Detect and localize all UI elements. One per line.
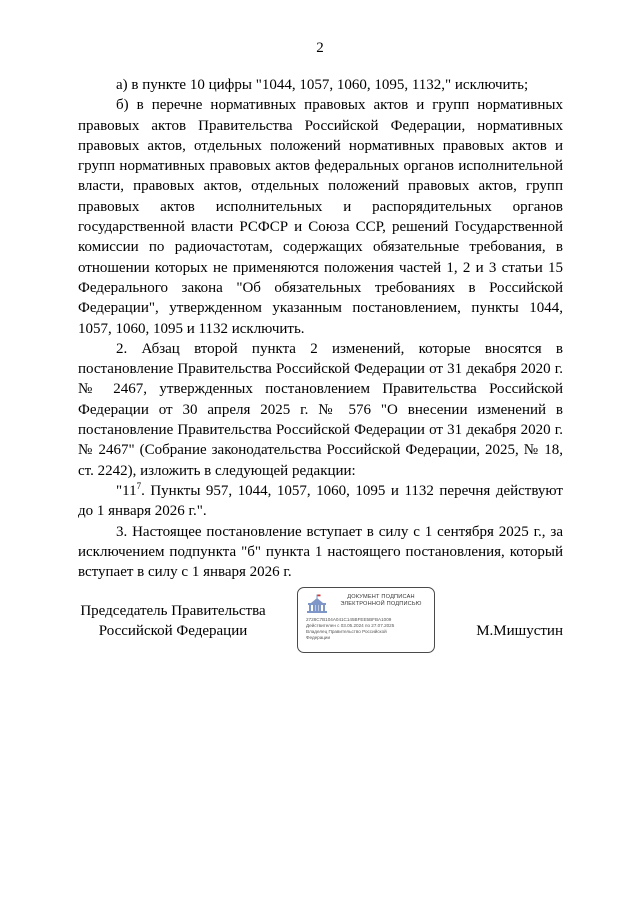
stamp-title: [331, 594, 431, 608]
stamp-details: [306, 617, 434, 641]
quoted-text: . Пункты 957, 1044, 1057, 1060, 1095 и 1132 перечня действуют до 1 января 2026 г.".: [78, 482, 563, 520]
page-number: 2: [316, 40, 324, 56]
quoted-amendment: [78, 481, 563, 522]
stamp-owner-line-2: Федерации: [306, 635, 331, 641]
stamp-owner-line-1: Владелец Правительство Российской: [306, 629, 387, 635]
signatory-title-line-2: Российской Федерации: [98, 623, 248, 639]
electronic-signature-stamp: [297, 587, 435, 653]
paragraph-1b: б) в перечне нормативных правовых актов и групп нормативных правовых актов Правительства Российской Федерации, нормативных правовых актов, отдельных положений нормативных правовых актов и групп нормативных правовых актов федеральных органов исполнительной власти, правовых актов, отдельных положений правовых актов, групп правовых актов исполнительных и распорядительных органов государственной власти РСФСР и Союза ССР, решений Государственной комиссии по радиочастотам, содержащих обязательные требования, в отношении которых не применяются положения частей 1, 2 и 3 статьи 15 Федерального закона "Об обязательных требованиях в Российской Федерации", утвержденном указанным постановлением, пункты 1044, 1057, 1060, 1095 и 1132 исключить.: [78, 97, 563, 337]
point-number: 11: [122, 482, 137, 499]
paragraph-2: 2. Абзац второй пункта 2 изменений, которые вносятся в постановление Правительства Российской Федерации от 31 декабря 2020 г. № 2467, утвержденных постановлением Правительства Российской Федерации от 30 апреля 2025 г. № 576 "О внесении изменений в постановление Правительства Российской Федерации от 31 декабря 2020 г. № 2467" (Собрание законодательства Российской Федерации, 2025, № 18, ст. 2242), изложить в следующей редакции:: [78, 340, 563, 479]
quote-open: ": [116, 482, 123, 499]
paragraph-3: 3. Настоящее постановление вступает в силу с 1 сентября 2025 г., за исключением подпункта "б" пункта 1 настоящего постановления, который вступает в силу с 1 января 2026 г.: [78, 523, 563, 581]
stamp-title-line-2: ЭЛЕКТРОННОЙ ПОДПИСЬЮ: [340, 601, 422, 607]
government-building-icon: [305, 594, 329, 614]
stamp-title-line-1: ДОКУМЕНТ ПОДПИСАН: [347, 594, 415, 600]
paragraph-1a: а) в пункте 10 цифры "1044, 1057, 1060, 1095, 1132," исключить;: [116, 77, 529, 93]
document-body: [78, 75, 563, 582]
signatory-title: [76, 601, 270, 641]
signatory-title-line-1: Председатель Правительства: [80, 603, 266, 619]
stamp-validity: Действителен с 03.05.2024 по 27.07.2025: [306, 623, 395, 629]
signatory-name: М.Мишустин: [476, 623, 563, 639]
stamp-certificate: 2728C7B104A041C145BFEE5BFBA1009: [306, 617, 392, 622]
point-superscript: 7: [136, 480, 142, 491]
